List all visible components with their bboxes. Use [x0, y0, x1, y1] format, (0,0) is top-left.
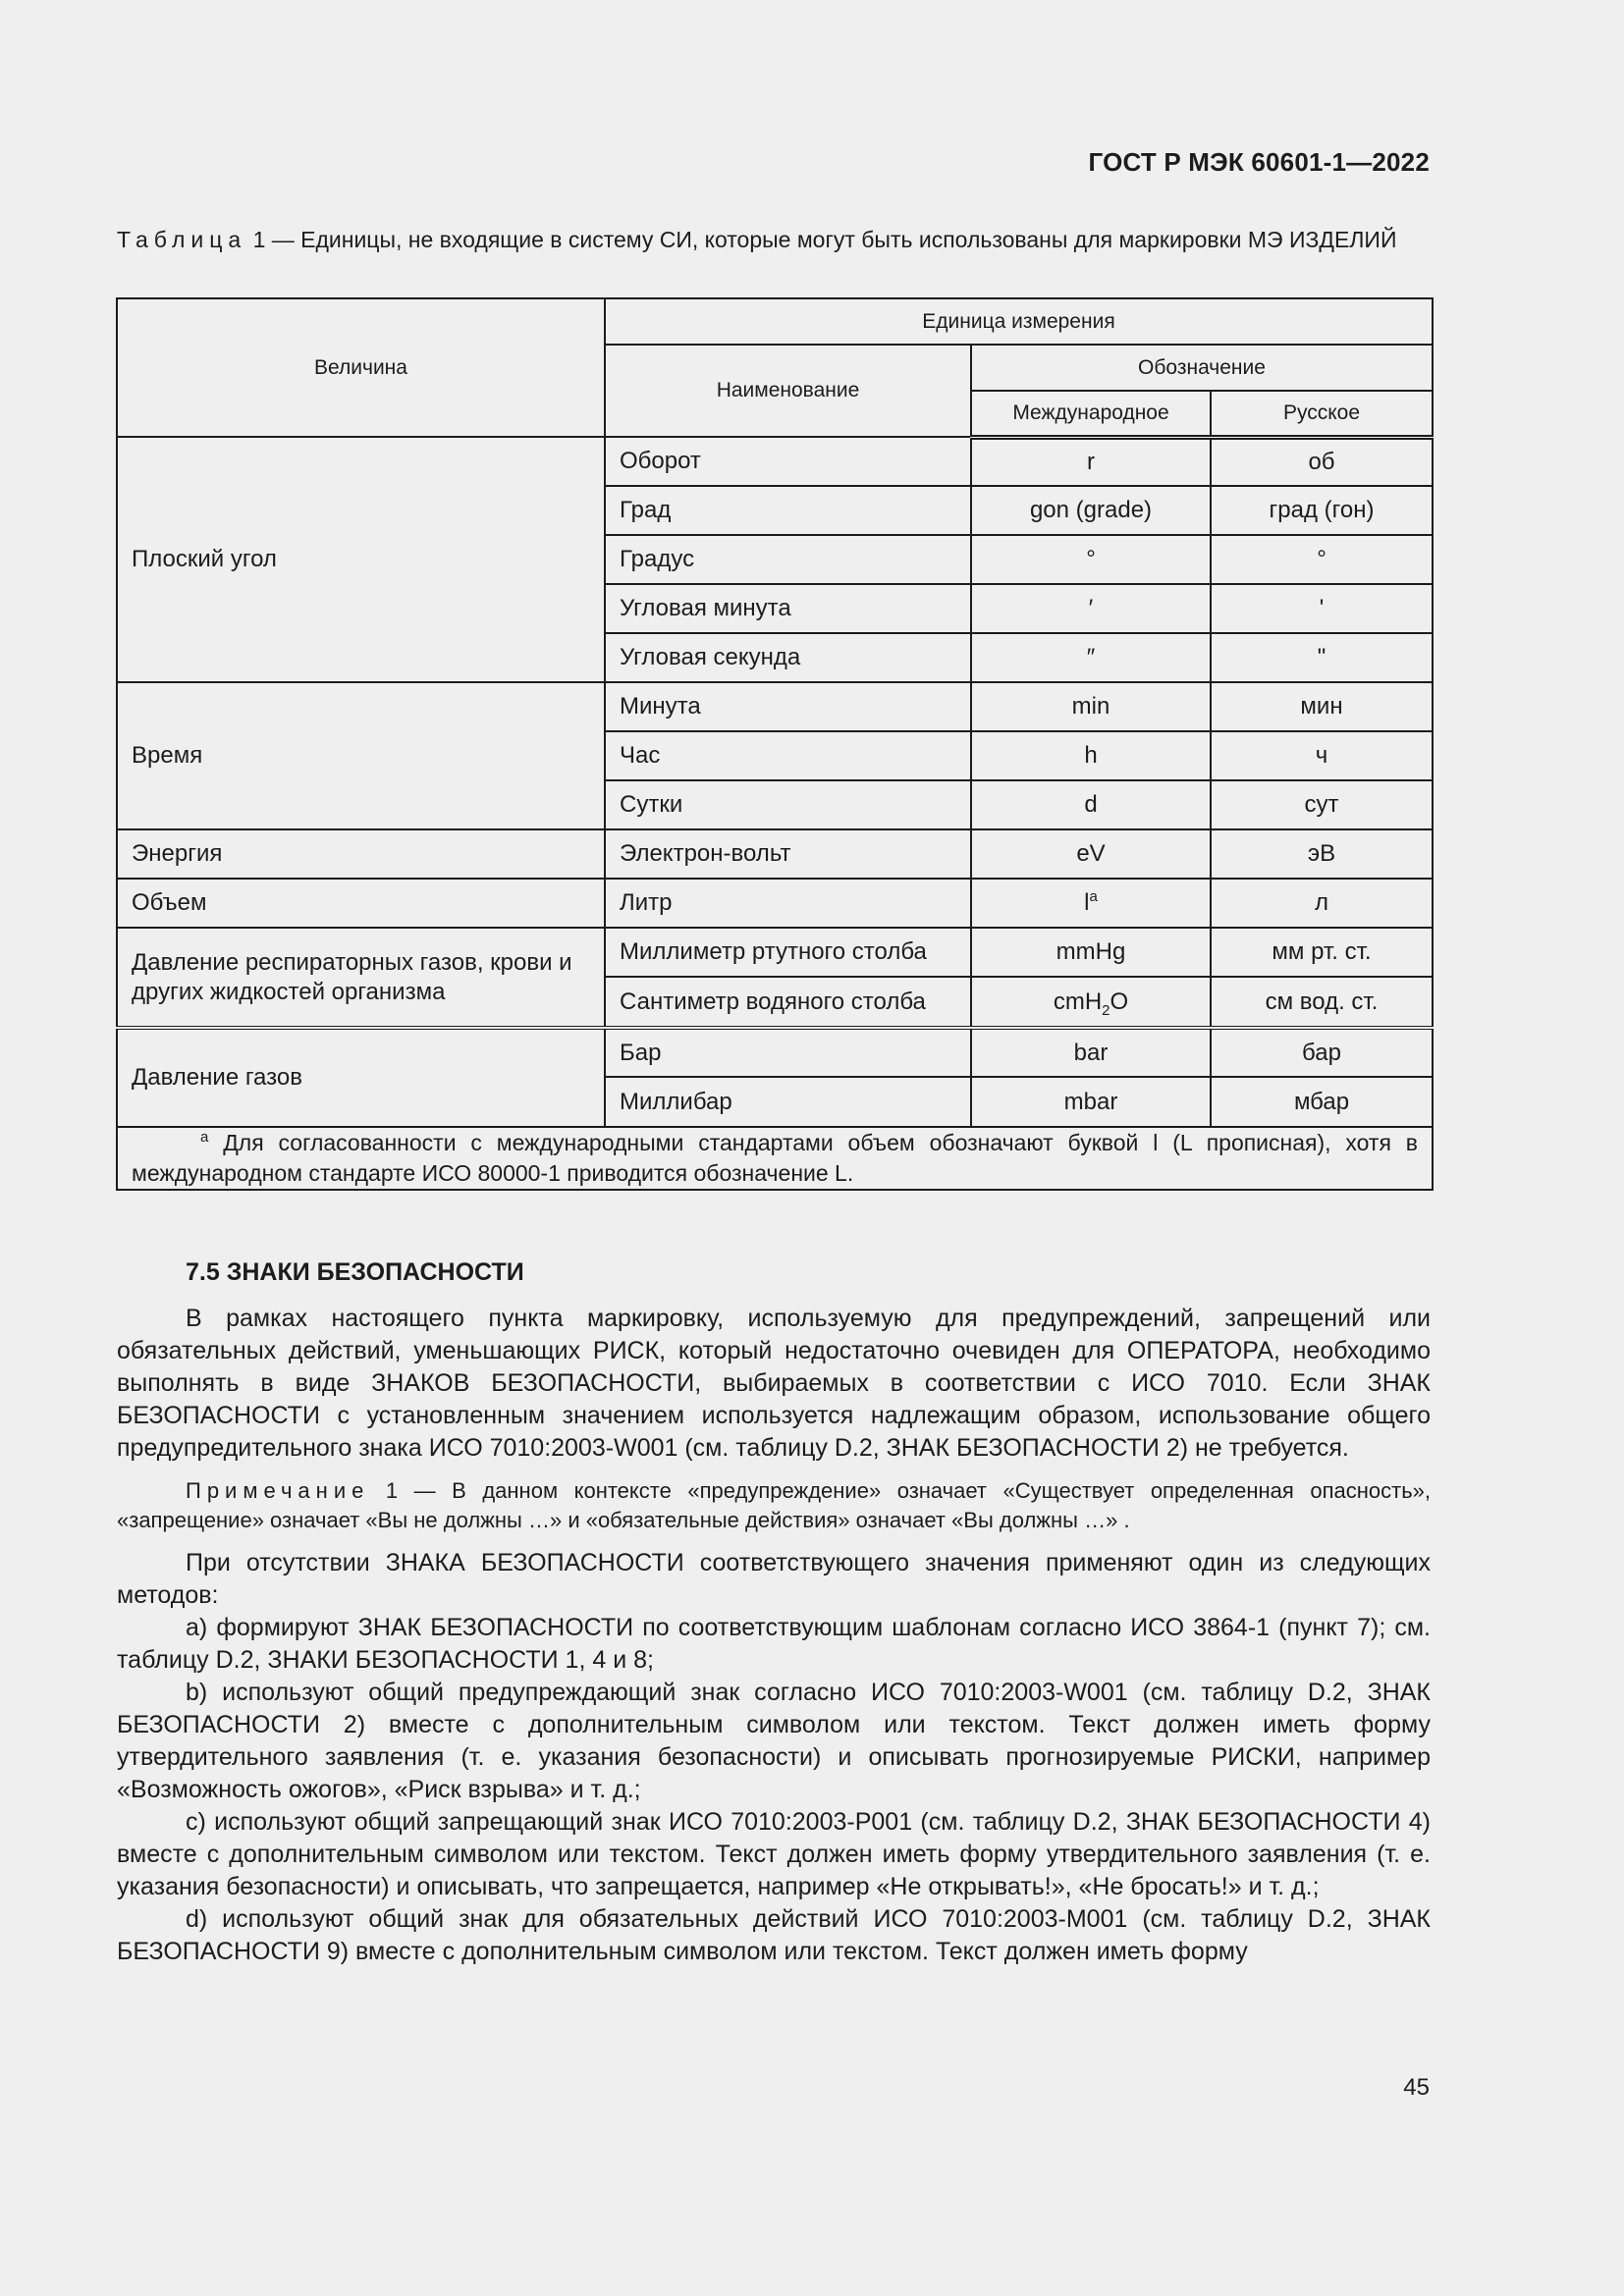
intl-symbol-cell: mmHg — [971, 928, 1211, 977]
intl-symbol-cell: r — [971, 437, 1211, 486]
table-caption-label: Таблица — [117, 227, 247, 252]
unit-name-cell: Угловая минута — [605, 584, 971, 633]
intl-symbol-cell: mbar — [971, 1077, 1211, 1127]
intl-symbol-cell: ′ — [971, 584, 1211, 633]
rus-symbol-cell: бар — [1211, 1028, 1433, 1077]
unit-name-cell: Миллиметр ртутного столба — [605, 928, 971, 977]
rus-symbol-cell: мин — [1211, 682, 1433, 731]
footnote-ref: a — [1089, 888, 1098, 905]
table-row — [117, 829, 1433, 879]
quantity-cell: Давление газов — [117, 1028, 605, 1127]
rus-symbol-cell: эВ — [1211, 829, 1433, 879]
intl-symbol-cell: ″ — [971, 633, 1211, 682]
rus-symbol-cell: ' — [1211, 584, 1433, 633]
rus-symbol-cell: град (гон) — [1211, 486, 1433, 535]
unit-name-cell: Оборот — [605, 437, 971, 486]
table-row — [117, 928, 1433, 977]
unit-name-cell: Литр — [605, 879, 971, 928]
rus-symbol-cell: об — [1211, 437, 1433, 486]
list-item: а) формируют ЗНАК БЕЗОПАСНОСТИ по соответствующим шаблонам согласно ИСО 3864-1 (пункт 7); см. таблицу D.2, ЗНАКИ БЕЗОПАСНОСТИ 1, 4 и 8; — [117, 1614, 1431, 1674]
table-row — [117, 1028, 1433, 1077]
note-text: 1 — В данном контексте «предупреждение» означает «Существует определенная опасность», «запрещение» означает «Вы не должны …» и «обязательные действия» означает «Вы должны …» . — [117, 1478, 1431, 1532]
unit-name-cell: Сутки — [605, 780, 971, 829]
table-caption — [117, 226, 1431, 254]
unit-name-cell: Миллибар — [605, 1077, 971, 1127]
unit-name-cell: Угловая секунда — [605, 633, 971, 682]
note — [117, 1476, 1431, 1535]
table-row — [117, 437, 1433, 486]
header-russian: Русское — [1211, 391, 1433, 437]
rus-symbol-cell: л — [1211, 879, 1433, 928]
intl-symbol-cell — [971, 977, 1211, 1028]
intl-symbol-cell: eV — [971, 829, 1211, 879]
footnote-mark: a — [200, 1129, 209, 1146]
quantity-cell: Давление респираторных газов, крови и других жидкостей организма — [117, 928, 605, 1028]
header-name: Наименование — [605, 345, 971, 437]
section-body — [117, 1256, 1431, 1968]
list-item: d) используют общий знак для обязательных действий ИСО 7010:2003-M001 (см. таблицу D.2, ЗНАК БЕЗОПАСНОСТИ 9) вместе с дополнительным символом или текстом. Текст должен иметь форму — [117, 1905, 1431, 1965]
unit-name-cell: Сантиметр водяного столба — [605, 977, 971, 1028]
rus-symbol-cell: сут — [1211, 780, 1433, 829]
quantity-cell: Объем — [117, 879, 605, 928]
unit-name-cell: Электрон-вольт — [605, 829, 971, 879]
intl-symbol-cell: min — [971, 682, 1211, 731]
quantity-cell: Плоский угол — [117, 437, 605, 682]
table-caption-text: 1 — Единицы, не входящие в систему СИ, которые могут быть использованы для маркировки МЭ ИЗДЕЛИЙ — [246, 227, 1397, 252]
rus-symbol-cell: " — [1211, 633, 1433, 682]
table-row — [117, 682, 1433, 731]
list-item: b) используют общий предупреждающий знак согласно ИСО 7010:2003-W001 (см. таблицу D.2, ЗНАК БЕЗОПАСНОСТИ 2) вместе с дополнительным символом или текстом. Текст должен иметь форму утвердительного заявления (т. е. указания безопасности) и описывать прогнозируемые РИСКИ, например «Возможность ожогов», «Риск взрыва» и т. д.; — [117, 1679, 1431, 1803]
quantity-cell: Время — [117, 682, 605, 829]
rus-symbol-cell: ° — [1211, 535, 1433, 584]
rus-symbol-cell: см вод. ст. — [1211, 977, 1433, 1028]
rus-symbol-cell: мбар — [1211, 1077, 1433, 1127]
section-title: 7.5 ЗНАКИ БЕЗОПАСНОСТИ — [186, 1258, 524, 1286]
list-item: c) используют общий запрещающий знак ИСО 7010:2003-P001 (см. таблицу D.2, ЗНАК БЕЗОПАСНОСТИ 4) вместе с дополнительным символом или текстом. Текст должен иметь форму утвердительного заявления (т. е. указания безопасности) и описывать, что запрещается, например «Не открывать!», «Не бросать!» и т. д.; — [117, 1808, 1431, 1900]
intl-symbol-text: O — [1110, 988, 1129, 1015]
header-quantity: Величина — [117, 298, 605, 437]
intl-symbol-cell: d — [971, 780, 1211, 829]
intl-symbol-cell: ° — [971, 535, 1211, 584]
document-header: ГОСТ Р МЭК 60601-1—2022 — [1088, 147, 1430, 177]
header-unit: Единица измерения — [605, 298, 1433, 345]
intl-symbol-cell: bar — [971, 1028, 1211, 1077]
intl-symbol-subscript: 2 — [1102, 1001, 1110, 1019]
intl-symbol-text: cmH — [1053, 988, 1103, 1015]
unit-name-cell: Градус — [605, 535, 971, 584]
paragraph: При отсутствии ЗНАКА БЕЗОПАСНОСТИ соответствующего значения применяют один из следующих методов: — [117, 1549, 1431, 1609]
unit-name-cell: Град — [605, 486, 971, 535]
intl-symbol-cell — [971, 879, 1211, 928]
units-table — [116, 297, 1434, 1191]
page-number: 45 — [1403, 2074, 1430, 2101]
quantity-cell: Энергия — [117, 829, 605, 879]
rus-symbol-cell: ч — [1211, 731, 1433, 780]
unit-name-cell: Минута — [605, 682, 971, 731]
unit-name-cell: Бар — [605, 1028, 971, 1077]
note-label: Примечание — [186, 1478, 370, 1503]
table-row — [117, 879, 1433, 928]
rus-symbol-cell: мм рт. ст. — [1211, 928, 1433, 977]
intl-symbol-text: l — [1084, 889, 1090, 916]
header-symbol: Обозначение — [971, 345, 1433, 391]
header-international: Международное — [971, 391, 1211, 437]
footnote-text: Для согласованности с международными стандартами объем обозначают буквой l (L прописная), хотя в международном стандарте ИСО 80000-1 приводится обозначение L. — [132, 1130, 1418, 1186]
unit-name-cell: Час — [605, 731, 971, 780]
table-footnote — [117, 1127, 1433, 1190]
intl-symbol-cell: gon (grade) — [971, 486, 1211, 535]
paragraph: В рамках настоящего пункта маркировку, используемую для предупреждений, запрещений или обязательных действий, уменьшающих РИСК, который недостаточно очевиден для ОПЕРАТОРА, необходимо выполнять в виде ЗНАКОВ БЕЗОПАСНОСТИ, выбираемых в соответствии с ИСО 7010. Если ЗНАК БЕЗОПАСНОСТИ с установленным значением используется надлежащим образом, использование общего предупредительного знака ИСО 7010:2003-W001 (см. таблицу D.2, ЗНАК БЕЗОПАСНОСТИ 2) не требуется. — [117, 1305, 1431, 1462]
intl-symbol-cell: h — [971, 731, 1211, 780]
